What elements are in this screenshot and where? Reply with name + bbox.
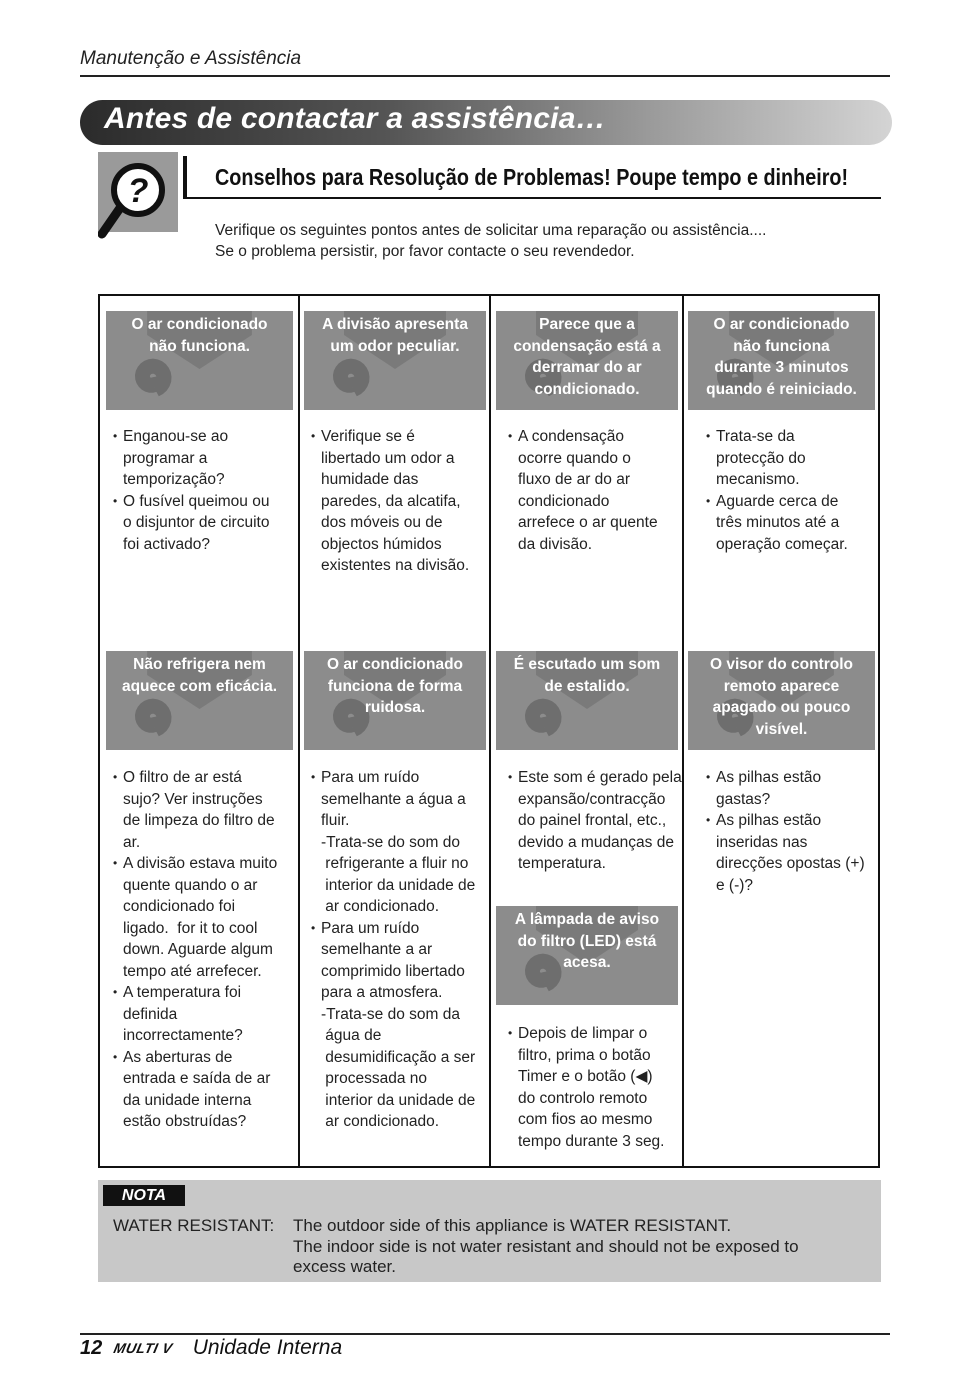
- solution-line: direcções opostas (+): [716, 855, 865, 872]
- solution-line: e (-)?: [716, 876, 754, 894]
- solution-line: condicionado: [518, 492, 610, 510]
- solution-line: • Para um ruído: [321, 769, 420, 786]
- solution-line: de limpeza do filtro de: [123, 812, 275, 829]
- problem-title-line: ruidosa.: [364, 699, 426, 716]
- problem-title-line: não funciona.: [149, 337, 250, 355]
- solution-line: quente quando o ar: [123, 876, 258, 894]
- solution-text: [706, 426, 889, 555]
- footer-rule: [80, 1333, 890, 1335]
- solution-line: • As pilhas estão: [716, 769, 822, 786]
- problem-title: [688, 651, 875, 740]
- problem-title-line: O ar condicionado: [713, 316, 850, 333]
- problem-title: [496, 906, 678, 974]
- solution-line: ocorre quando o: [518, 449, 631, 467]
- solution-item: [113, 491, 296, 556]
- solution-line: do controlo remoto: [518, 1089, 648, 1107]
- solution-line: comprimido libertado: [321, 962, 465, 980]
- problem-card: [304, 651, 486, 750]
- problem-card: [106, 651, 293, 750]
- solution-line: operação começar.: [716, 535, 848, 553]
- solution-line: • Trata-se da: [716, 428, 795, 445]
- solution-text: [113, 426, 296, 555]
- solution-item: [311, 767, 489, 832]
- solution-text: [508, 1023, 686, 1152]
- solution-line: semelhante a água a: [321, 790, 466, 808]
- solution-line: • O filtro de ar está: [123, 769, 242, 786]
- problem-card: [304, 311, 486, 410]
- solution-line: objectos húmidos: [321, 535, 442, 553]
- solution-item: [113, 982, 296, 1047]
- brand-logo: MULTI V: [112, 1340, 175, 1356]
- problem-title-line: não funciona: [733, 337, 830, 355]
- solution-text: [508, 426, 686, 555]
- solution-line: interior da unidade de: [321, 876, 476, 894]
- note-line: excess water.: [293, 1257, 396, 1276]
- problem-title-line: apagado ou pouco: [712, 699, 851, 716]
- solution-item: [706, 491, 889, 556]
- problem-title: [106, 651, 293, 697]
- solution-line: • As aberturas de: [123, 1048, 233, 1066]
- solution-line: desumidificação a ser: [321, 1048, 476, 1066]
- solution-line: refrigerante a fluir no: [321, 855, 469, 872]
- solution-line: interior da unidade de: [321, 1091, 476, 1109]
- note-line: The indoor side is not water resistant and should not be exposed to: [293, 1236, 799, 1256]
- subheading-rule-vertical: [183, 156, 187, 198]
- solution-line: • A temperatura foi: [123, 984, 242, 1001]
- page-title: Antes de contactar a assistência…: [104, 102, 606, 135]
- solution-line: libertado um odor a: [321, 449, 455, 467]
- solution-line: condicionado foi: [123, 898, 236, 915]
- problem-title-line: durante 3 minutos: [714, 359, 849, 376]
- solution-item: [508, 1023, 686, 1152]
- solution-item: [508, 426, 686, 555]
- solution-item: [706, 810, 889, 896]
- solution-line: tempo até arrefecer.: [123, 962, 262, 980]
- solution-line: -Trata-se do som da: [321, 1005, 460, 1023]
- problem-title: [496, 651, 678, 697]
- footer: [80, 1336, 342, 1360]
- column-divider: [489, 294, 491, 1168]
- solution-line: semelhante a ar: [321, 941, 433, 958]
- subheading-rule: [183, 197, 881, 199]
- solution-line: ar.: [123, 833, 141, 851]
- intro-line: Verifique os seguintes pontos antes de solicitar uma reparação ou assistência....: [215, 222, 767, 239]
- problem-title-line: condicionado.: [534, 380, 640, 398]
- page-number: 12: [80, 1336, 103, 1359]
- problem-title-line: O ar condicionado: [326, 656, 464, 673]
- note-line: The outdoor side of this appliance is WATER RESISTANT.: [293, 1216, 732, 1235]
- solution-line: programar a: [123, 449, 208, 467]
- solution-line: protecção do: [716, 449, 806, 467]
- section-label: Manutenção e Assistência: [80, 48, 302, 69]
- solution-line: entrada e saída de ar: [123, 1070, 271, 1087]
- solution-line: existentes na divisão.: [321, 557, 470, 574]
- problem-title-line: acesa.: [563, 954, 611, 971]
- solution-line: Timer e o botão (◀): [518, 1068, 653, 1085]
- problem-title: [304, 311, 486, 357]
- svg-text:?: ?: [127, 172, 149, 210]
- problem-title-line: condensação está a: [513, 337, 661, 355]
- subheading-title: Conselhos para Resolução de Problemas! Poupe tempo e dinheiro!: [215, 164, 849, 190]
- help-magnifier-icon: [98, 152, 178, 232]
- solution-line: • As pilhas estão: [716, 812, 822, 829]
- solution-line: foi activado?: [123, 535, 211, 553]
- solution-line: da unidade interna: [123, 1091, 252, 1109]
- solution-line: do painel frontal, etc.,: [518, 812, 667, 829]
- solution-text: [113, 767, 296, 1133]
- problem-title-line: remoto aparece: [723, 677, 840, 695]
- intro-line: Se o problema persistir, por favor contacte o seu revendedor.: [215, 243, 635, 260]
- problem-title-line: A lâmpada de aviso: [514, 911, 660, 928]
- problem-title-line: O visor do controlo: [710, 656, 853, 673]
- solution-line: definida: [123, 1005, 178, 1023]
- note-tag: NOTA: [103, 1185, 185, 1206]
- solution-line: fluir.: [321, 812, 350, 829]
- solution-line: dos móveis ou de: [321, 514, 443, 531]
- problem-title-line: derramar do ar: [532, 359, 642, 376]
- header-rule: [80, 75, 890, 77]
- problem-title: [106, 311, 293, 357]
- problem-title: [496, 311, 678, 400]
- problem-title: [688, 311, 875, 400]
- problem-card: [496, 906, 678, 1005]
- solution-line: expansão/contracção: [518, 790, 666, 808]
- problem-card: [688, 651, 875, 750]
- problem-title-line: funciona de forma: [327, 677, 463, 695]
- problem-title-line: Não refrigera nem: [133, 656, 266, 673]
- solution-line: -Trata-se do som do: [321, 833, 460, 851]
- problem-title: [304, 651, 486, 719]
- solution-line: • Para um ruído: [321, 919, 420, 937]
- solution-line: down. Aguarde algum: [123, 941, 273, 958]
- problem-title-line: O ar condicionado: [131, 316, 268, 333]
- solution-line: incorrectamente?: [123, 1027, 243, 1044]
- solution-text: [311, 426, 489, 577]
- solution-item: [113, 1047, 296, 1133]
- solution-line: temperatura.: [518, 855, 606, 872]
- spiral-shape: [528, 701, 560, 734]
- solution-line: filtro, prima o botão: [518, 1046, 651, 1064]
- spiral-shape: [138, 701, 170, 734]
- problem-title-line: do filtro (LED) está: [517, 932, 657, 950]
- solution-item: [311, 426, 489, 577]
- solution-line: com fios ao mesmo: [518, 1111, 653, 1128]
- solution-item: [706, 767, 889, 810]
- problem-title-line: um odor peculiar.: [330, 337, 460, 355]
- solution-line: ligado. for it to cool: [123, 919, 258, 937]
- solution-line: água de: [321, 1027, 382, 1044]
- solution-item: [113, 767, 296, 853]
- solution-line: • A divisão estava muito: [123, 855, 278, 872]
- solution-line: gastas?: [716, 790, 771, 808]
- problem-title-line: quando é reiniciado.: [706, 380, 857, 398]
- problem-card: [496, 651, 678, 750]
- solution-line: • O fusível queimou ou: [123, 492, 270, 510]
- intro-text: [215, 220, 766, 262]
- solution-line: três minutos até a: [716, 514, 840, 531]
- spiral-shape: [138, 361, 170, 394]
- problem-title-line: visível.: [755, 720, 808, 738]
- solution-line: para a atmosfera.: [321, 984, 443, 1001]
- solution-line: processada no: [321, 1070, 427, 1087]
- solution-line: fluxo de ar do ar: [518, 471, 631, 488]
- solution-item: [508, 767, 686, 875]
- solution-line: • A condensação: [518, 428, 625, 445]
- solution-line: da divisão.: [518, 535, 593, 553]
- solution-text: [706, 767, 889, 896]
- solution-item: [706, 426, 889, 491]
- solution-line: • Verifique se é: [321, 428, 415, 445]
- solution-line: ar condicionado.: [321, 1113, 440, 1130]
- problem-title-line: A divisão apresenta: [322, 316, 468, 333]
- spiral-shape: [336, 361, 368, 394]
- solution-item: [311, 1004, 489, 1133]
- solution-item: [113, 426, 296, 491]
- problem-card: [496, 311, 678, 410]
- solution-item: [311, 832, 489, 918]
- solution-line: paredes, da alcatifa,: [321, 492, 461, 510]
- solution-line: o disjuntor de circuito: [123, 514, 270, 531]
- solution-line: arrefece o ar quente: [518, 514, 658, 531]
- solution-line: • Enganou-se ao: [123, 428, 229, 445]
- solution-item: [113, 853, 296, 982]
- problem-title-line: É escutado um som: [513, 656, 661, 673]
- solution-line: tempo durante 3 seg.: [518, 1132, 665, 1150]
- note-text: [113, 1216, 799, 1278]
- problem-title-line: de estalido.: [544, 677, 630, 695]
- problem-title-line: Parece que a: [539, 316, 635, 333]
- solution-line: • Aguarde cerca de: [716, 492, 839, 510]
- solution-line: • Depois de limpar o: [518, 1025, 648, 1042]
- solution-line: humidade das: [321, 471, 419, 488]
- solution-text: [311, 767, 489, 1133]
- problem-title-line: aquece com eficácia.: [121, 677, 278, 695]
- solution-line: estão obstruídas?: [123, 1113, 247, 1130]
- note-label: WATER RESISTANT:: [113, 1216, 275, 1235]
- solution-line: • Este som é gerado pela: [518, 769, 682, 786]
- solution-line: mecanismo.: [716, 471, 800, 488]
- problem-card: [106, 311, 293, 410]
- solution-line: inseridas nas: [716, 833, 808, 851]
- problem-card: [688, 311, 875, 410]
- solution-item: [311, 918, 489, 1004]
- column-divider: [298, 294, 300, 1168]
- solution-line: ar condicionado.: [321, 898, 440, 915]
- solution-text: [508, 767, 686, 875]
- unit-label: Unidade Interna: [192, 1336, 343, 1359]
- solution-line: temporização?: [123, 471, 225, 488]
- solution-line: sujo? Ver instruções: [123, 790, 263, 808]
- solution-line: devido a mudanças de: [518, 833, 674, 851]
